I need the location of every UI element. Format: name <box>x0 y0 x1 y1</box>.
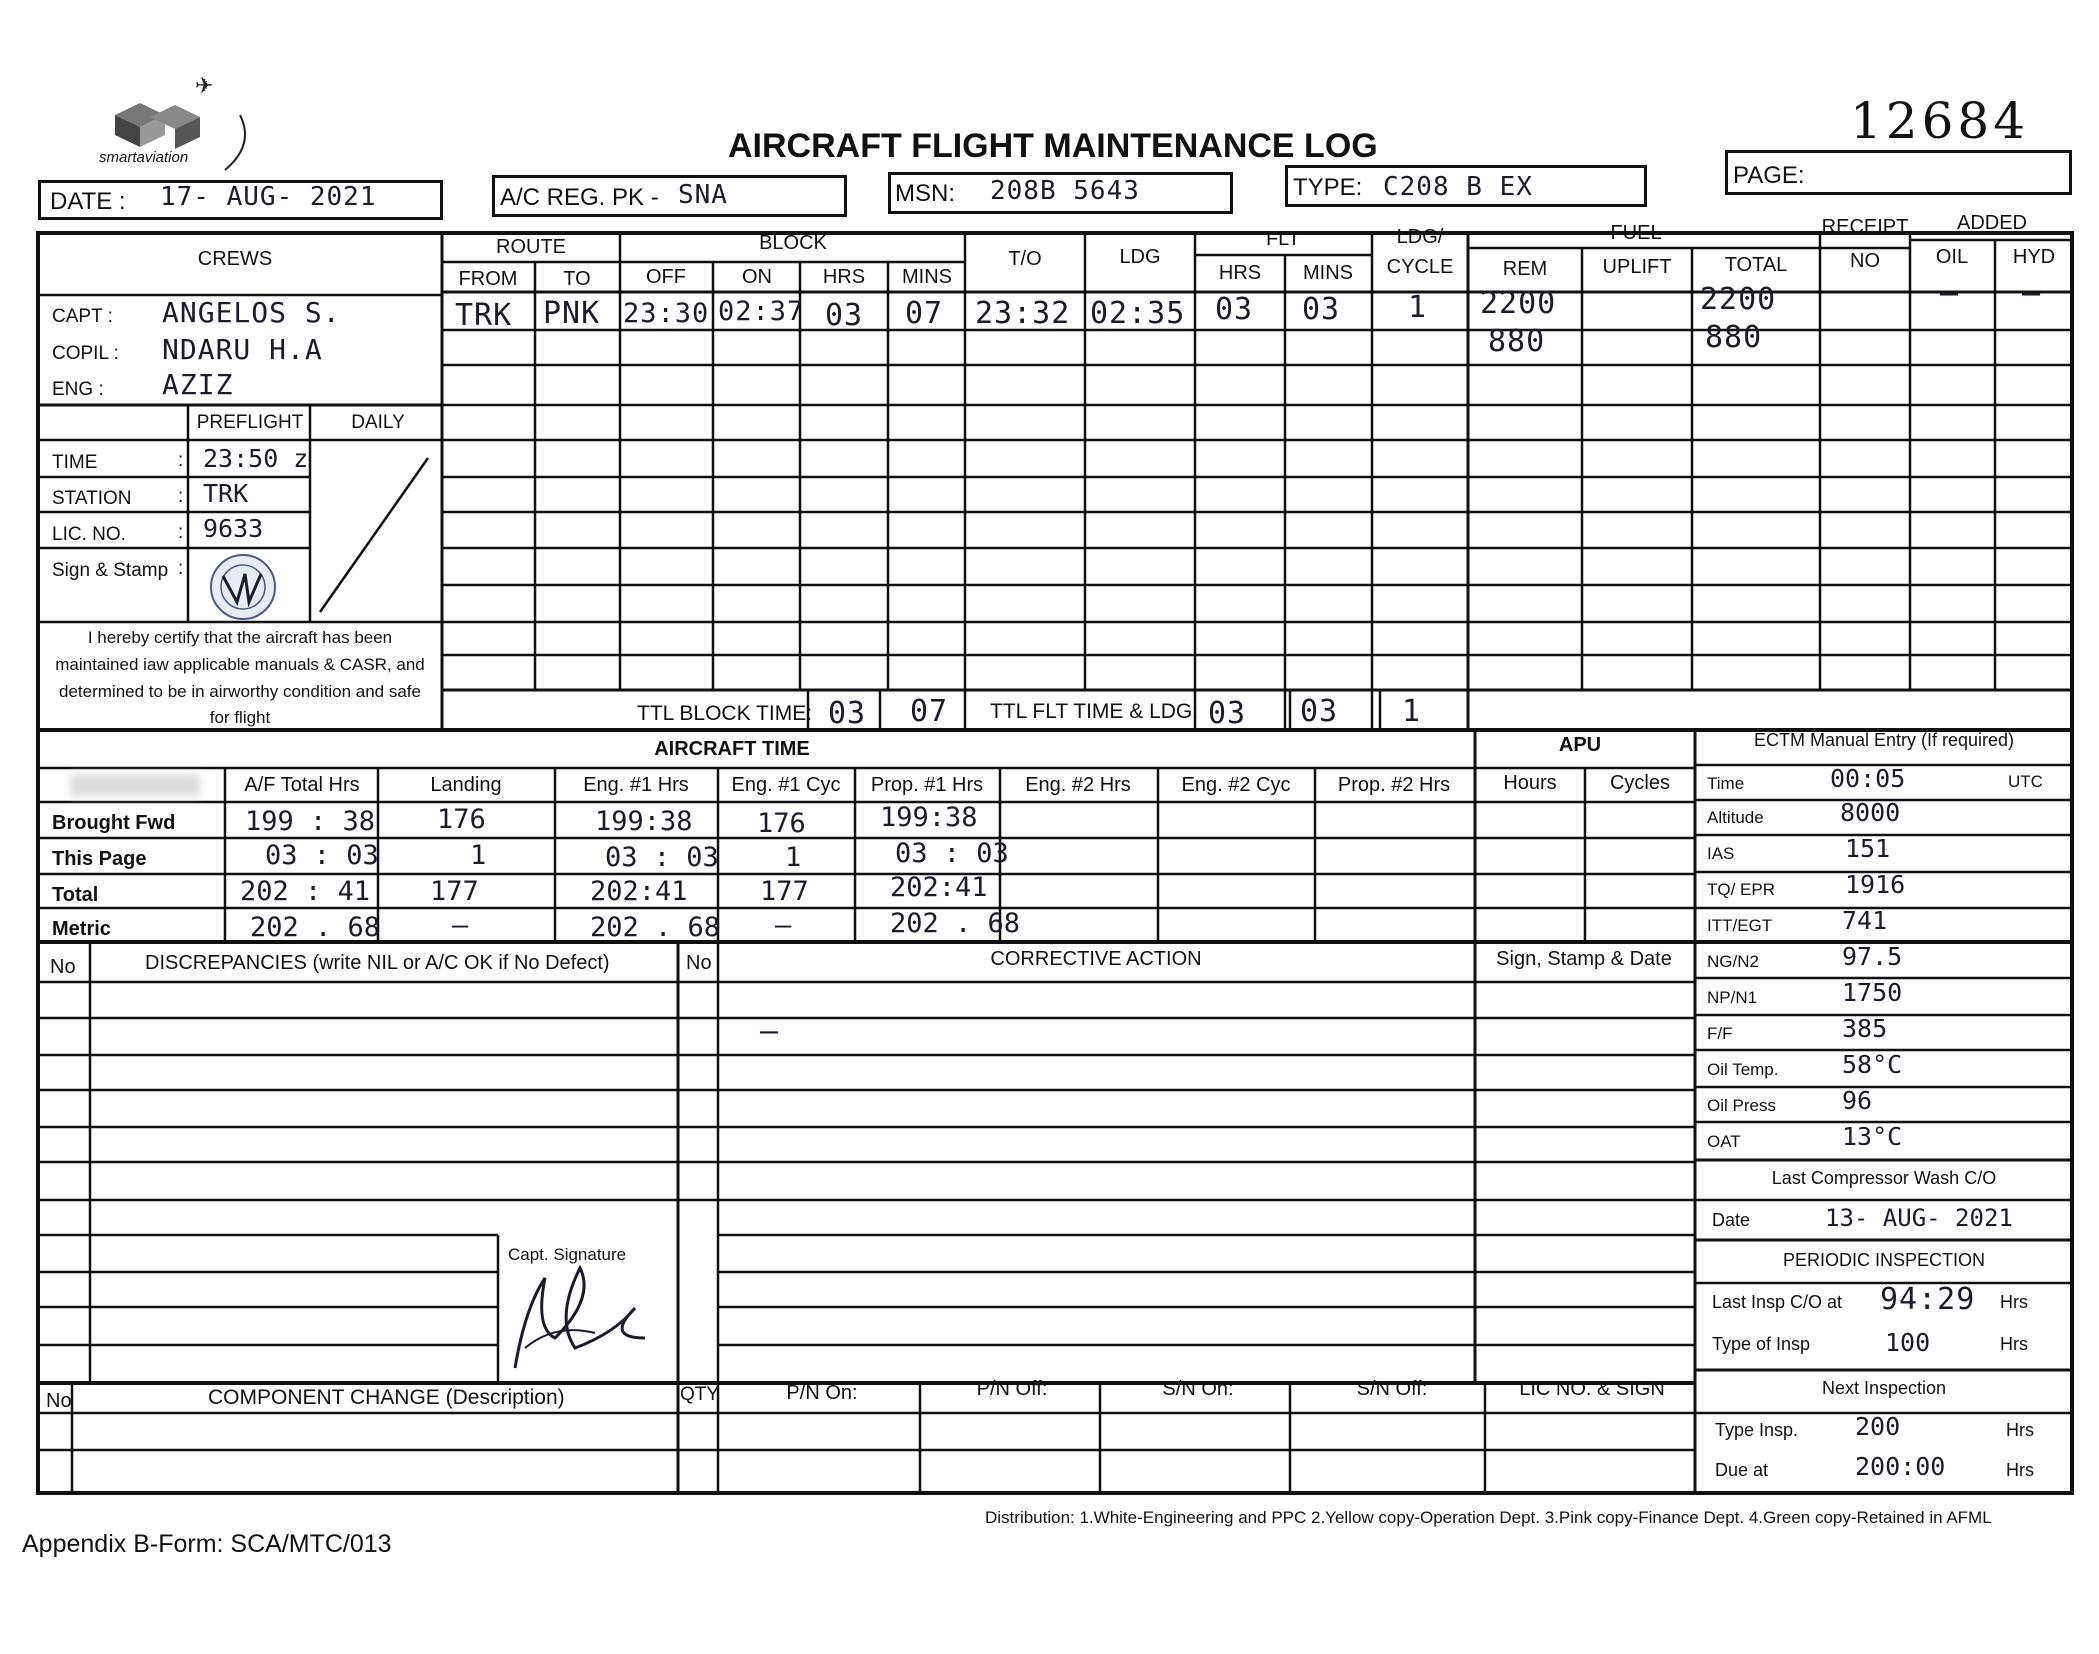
periodic-inspection-header: PERIODIC INSPECTION <box>1782 1250 1986 1270</box>
copil-value[interactable]: NDARU H.A <box>162 333 323 366</box>
type-label: TYPE: <box>1293 174 1363 201</box>
row1-ldg[interactable]: 02:35 <box>1090 296 1186 331</box>
ectm-header: ECTM Manual Entry (If required) <box>1753 730 2015 750</box>
fuel-total-header: TOTAL <box>1724 254 1788 276</box>
reg-label: A/C REG. PK - <box>500 184 659 211</box>
ectm-tq-label: TQ/ EPR <box>1707 880 1776 899</box>
ttl-block-label: TTL BLOCK TIME: <box>637 702 813 725</box>
time-colon: : <box>178 450 184 471</box>
certify-line-2: maintained iaw applicable manuals & CASR, and <box>55 655 425 674</box>
page-label: PAGE: <box>1733 162 1805 189</box>
row2-fuel-total[interactable]: 880 <box>1705 320 1763 355</box>
ectm-time-label: Time <box>1707 774 1745 793</box>
ectm-oil-temp-value[interactable]: 58°C <box>1842 1050 1903 1079</box>
tp-prop1-hrs[interactable]: 03 : 03 <box>895 838 1009 869</box>
apu-header: APU <box>1558 734 1602 756</box>
flt-hrs-header: HRS <box>1218 262 1262 284</box>
last-insp-value[interactable]: 94:29 <box>1880 1282 1976 1317</box>
ttl-ldg[interactable]: 1 <box>1402 694 1422 729</box>
pn-off-header: P/N Off: <box>976 1378 1048 1400</box>
distribution-note: Distribution: 1.White-Engineering and PPC 2.Yellow copy-Operation Dept. 3.Pink copy-Finance Dept. 4.Green copy-Retained in AFML <box>985 1508 1992 1527</box>
certify-line-4: for flight <box>209 708 271 727</box>
metric-prop1-hrs[interactable]: 202 . 68 <box>890 908 1021 939</box>
rem-header: REM <box>1502 258 1548 280</box>
takeoff-header: T/O <box>1008 248 1042 270</box>
msn-value[interactable]: 208B 5643 <box>990 176 1140 206</box>
last-insp-unit: Hrs <box>2000 1292 2028 1312</box>
apu-hours-header: Hours <box>1503 772 1557 794</box>
qty-header: QTY <box>680 1384 720 1405</box>
oil-header: OIL <box>1935 246 1969 268</box>
due-at-value[interactable]: 200:00 <box>1855 1452 1946 1481</box>
metric-label: Metric <box>52 918 111 940</box>
ectm-ng-label: NG/N2 <box>1707 952 1759 971</box>
ldg-cycle-header-2: CYCLE <box>1386 256 1454 278</box>
col-landing: Landing <box>430 774 502 796</box>
col-eng2-cyc: Eng. #2 Cyc <box>1181 774 1291 796</box>
tp-eng1-cyc[interactable]: 1 <box>785 842 802 873</box>
capt-label: CAPT : <box>52 306 113 327</box>
lic-sign-header: LIC NO. & SIGN <box>1519 1378 1665 1400</box>
preflight-time-value[interactable]: 23:50 z <box>203 444 309 473</box>
blurred-cell <box>70 774 200 796</box>
preflight-station-value[interactable]: TRK <box>203 479 249 508</box>
logo-brand-text: smartaviation <box>99 149 189 166</box>
ectm-altitude-value[interactable]: 8000 <box>1840 798 1901 827</box>
uplift-header: UPLIFT <box>1602 256 1672 278</box>
route-header: ROUTE <box>496 236 566 258</box>
eng-label: ENG : <box>52 379 104 400</box>
ectm-np-label: NP/N1 <box>1707 988 1758 1007</box>
on-header: ON <box>742 266 772 288</box>
compressor-date-label: Date <box>1712 1210 1751 1230</box>
certify-line-3: determined to be in airworthy condition and safe <box>59 682 421 701</box>
preflight-header: PREFLIGHT <box>196 412 304 433</box>
receipt-header-2: NO <box>1850 250 1880 272</box>
metric-af-total[interactable]: 202 . 68 <box>250 912 381 943</box>
col-af-total-hrs: A/F Total Hrs <box>244 774 360 796</box>
total-af-total[interactable]: 202 : 41 <box>240 876 371 907</box>
certify-line-1: I hereby certify that the aircraft has been <box>87 628 393 647</box>
discrepancy-no-header: No <box>50 956 76 978</box>
row1-on[interactable]: 02:37 <box>718 296 805 327</box>
total-label: Total <box>52 884 99 906</box>
pn-on-header: P/N On: <box>786 1382 858 1404</box>
this-page-label: This Page <box>52 848 147 870</box>
lic-colon: : <box>178 522 184 543</box>
daily-header: DAILY <box>351 412 405 433</box>
next-type-unit: Hrs <box>2006 1420 2034 1440</box>
preflight-lic-value[interactable]: 9633 <box>203 514 264 543</box>
bf-eng1-cyc[interactable]: 176 <box>757 808 806 839</box>
compressor-wash-header: Last Compressor Wash C/O <box>1771 1168 1997 1188</box>
ectm-ng-value[interactable]: 97.5 <box>1842 942 1903 971</box>
ectm-utc: UTC <box>2008 772 2043 791</box>
ttl-block-mins[interactable]: 07 <box>910 694 949 729</box>
col-eng1-cyc: Eng. #1 Cyc <box>731 774 841 796</box>
compressor-date-value[interactable]: 13- AUG- 2021 <box>1825 1204 2013 1232</box>
brought-fwd-label: Brought Fwd <box>52 812 176 834</box>
component-change-header: COMPONENT CHANGE (Description) <box>208 1386 565 1409</box>
row1-flt-hrs[interactable]: 03 <box>1215 292 1254 327</box>
reg-value[interactable]: SNA <box>678 180 728 210</box>
serial-number: 12684 <box>1850 92 2030 150</box>
total-eng1-cyc[interactable]: 177 <box>760 876 809 907</box>
bf-af-total[interactable]: 199 : 38 <box>245 806 376 837</box>
total-eng1-hrs[interactable]: 202:41 <box>590 876 688 907</box>
row1-to[interactable]: PNK <box>543 296 601 331</box>
time-label: TIME <box>52 452 98 473</box>
ttl-flt-mins[interactable]: 03 <box>1300 694 1339 729</box>
type-insp-label: Type of Insp <box>1712 1334 1811 1354</box>
from-header: FROM <box>458 268 518 290</box>
aircraft-time-header: AIRCRAFT TIME <box>654 738 810 760</box>
lic-label: LIC. NO. <box>52 524 126 545</box>
row1-off[interactable]: 23:30 <box>623 298 710 329</box>
flt-mins-header: MINS <box>1303 262 1353 284</box>
ectm-oil-temp-label: Oil Temp. <box>1707 1060 1779 1079</box>
row1-rem[interactable]: 2200 <box>1480 286 1557 321</box>
col-eng2-hrs: Eng. #2 Hrs <box>1025 774 1131 796</box>
added-header: ADDED <box>1956 212 2028 234</box>
next-type-value[interactable]: 200 <box>1855 1412 1901 1441</box>
ttl-block-hrs[interactable]: 03 <box>828 696 867 731</box>
tp-af-total[interactable]: 03 : 03 <box>265 840 379 871</box>
copil-label: COPIL : <box>52 343 119 364</box>
col-eng1-hrs: Eng. #1 Hrs <box>583 774 689 796</box>
capt-signature-label: Capt. Signature <box>508 1245 627 1264</box>
bf-eng1-hrs[interactable]: 199:38 <box>595 806 693 837</box>
ectm-time-value[interactable]: 00:05 <box>1830 764 1906 793</box>
ldg-header: LDG <box>1119 246 1161 268</box>
ectm-oat-label: OAT <box>1707 1132 1741 1151</box>
ttl-flt-label: TTL FLT TIME & LDG: <box>990 700 1199 723</box>
row1-from[interactable]: TRK <box>455 298 513 333</box>
sign-stamp-label: Sign & Stamp <box>52 560 169 581</box>
svg-text:✈: ✈ <box>195 75 214 99</box>
appendix-form-code: Appendix B-Form: SCA/MTC/013 <box>22 1530 392 1558</box>
bf-prop1-hrs[interactable]: 199:38 <box>880 802 978 833</box>
col-prop1-hrs: Prop. #1 Hrs <box>870 774 984 796</box>
total-prop1-hrs[interactable]: 202:41 <box>890 872 988 903</box>
ectm-tq-value[interactable]: 1916 <box>1845 870 1906 899</box>
tp-eng1-hrs[interactable]: 03 : 03 <box>605 842 719 873</box>
due-at-label: Due at <box>1715 1460 1769 1480</box>
row1-flt-mins[interactable]: 03 <box>1302 292 1341 327</box>
date-label: DATE : <box>50 188 126 215</box>
ectm-altitude-label: Altitude <box>1707 808 1764 827</box>
metric-eng1-cyc[interactable]: – <box>775 910 792 941</box>
ectm-np-value[interactable]: 1750 <box>1842 978 1903 1007</box>
bf-landing[interactable]: 176 <box>437 804 486 835</box>
off-header: OFF <box>646 266 686 288</box>
ectm-ias-value[interactable]: 151 <box>1845 834 1891 863</box>
next-inspection-header: Next Inspection <box>1821 1378 1947 1398</box>
next-type-label: Type Insp. <box>1715 1420 1799 1440</box>
type-value[interactable]: C208 B EX <box>1383 172 1533 202</box>
row1-block-mins[interactable]: 07 <box>905 296 944 331</box>
captain-signature-icon <box>485 1238 675 1378</box>
row1-fuel-total[interactable]: 2200 <box>1700 282 1777 317</box>
page-title: AIRCRAFT FLIGHT MAINTENANCE LOG <box>728 127 1378 165</box>
fuel-header: FUEL <box>1610 222 1662 244</box>
row1-hyd[interactable]: – <box>2022 276 2042 311</box>
ectm-ff-label: F/F <box>1707 1024 1733 1043</box>
crews-header: CREWS <box>197 248 273 270</box>
total-landing[interactable]: 177 <box>430 876 479 907</box>
ectm-itt-label: ITT/EGT <box>1707 916 1773 935</box>
smartaviation-logo <box>95 75 255 175</box>
ectm-oat-value[interactable]: 13°C <box>1842 1122 1903 1151</box>
station-colon: : <box>178 486 184 507</box>
row1-block-hrs[interactable]: 03 <box>825 298 864 333</box>
date-value[interactable]: 17- AUG- 2021 <box>160 182 377 212</box>
component-no-header: No <box>46 1390 72 1412</box>
due-at-unit: Hrs <box>2006 1460 2034 1480</box>
to-header: TO <box>563 268 591 290</box>
flt-header: FLT <box>1265 228 1301 250</box>
discrepancies-header: DISCREPANCIES (write NIL or A/C OK if No Defect) <box>145 952 610 974</box>
tp-landing[interactable]: 1 <box>470 840 487 871</box>
row1-oil[interactable]: – <box>1940 276 1960 311</box>
ectm-oil-press-value[interactable]: 96 <box>1842 1086 1873 1115</box>
block-header: BLOCK <box>759 232 827 254</box>
capt-value[interactable]: ANGELOS S. <box>162 296 341 329</box>
row2-rem[interactable]: 880 <box>1488 324 1546 359</box>
ectm-ias-label: IAS <box>1707 844 1735 863</box>
msn-label: MSN: <box>895 180 955 207</box>
sn-on-header: S/N On: <box>1162 1378 1234 1400</box>
type-insp-unit: Hrs <box>2000 1334 2028 1354</box>
block-hrs-header: HRS <box>822 266 866 288</box>
hyd-header: HYD <box>2012 246 2056 268</box>
ectm-oil-press-label: Oil Press <box>1707 1096 1776 1115</box>
sign-stamp-date-header: Sign, Stamp & Date <box>1496 948 1672 970</box>
station-label: STATION <box>52 488 132 509</box>
sn-off-header: S/N Off: <box>1356 1378 1428 1400</box>
corrective-action-header: CORRECTIVE ACTION <box>990 948 1202 970</box>
row1-cycle[interactable]: 1 <box>1408 290 1428 325</box>
ectm-ff-value[interactable]: 385 <box>1842 1014 1888 1043</box>
ttl-flt-hrs[interactable]: 03 <box>1208 696 1247 731</box>
type-insp-value[interactable]: 100 <box>1885 1328 1931 1357</box>
ectm-itt-value[interactable]: 741 <box>1842 906 1888 935</box>
metric-landing[interactable]: – <box>452 910 469 941</box>
row1-takeoff[interactable]: 23:32 <box>975 296 1071 331</box>
apu-cycles-header: Cycles <box>1609 772 1671 794</box>
eng-value[interactable]: AZIZ <box>162 368 234 401</box>
inspector-stamp-icon <box>205 552 283 622</box>
col-prop2-hrs: Prop. #2 Hrs <box>1337 774 1451 796</box>
block-mins-header: MINS <box>902 266 952 288</box>
ldg-cycle-header-1: LDG/ <box>1396 226 1444 248</box>
corrective-dash[interactable]: — <box>760 1014 780 1049</box>
corrective-no-header: No <box>686 952 712 974</box>
sign-colon: : <box>178 558 184 579</box>
receipt-header-1: RECEIPT <box>1821 216 1909 238</box>
metric-eng1-hrs[interactable]: 202 . 68 <box>590 912 721 943</box>
last-insp-label: Last Insp C/O at <box>1712 1292 1843 1312</box>
